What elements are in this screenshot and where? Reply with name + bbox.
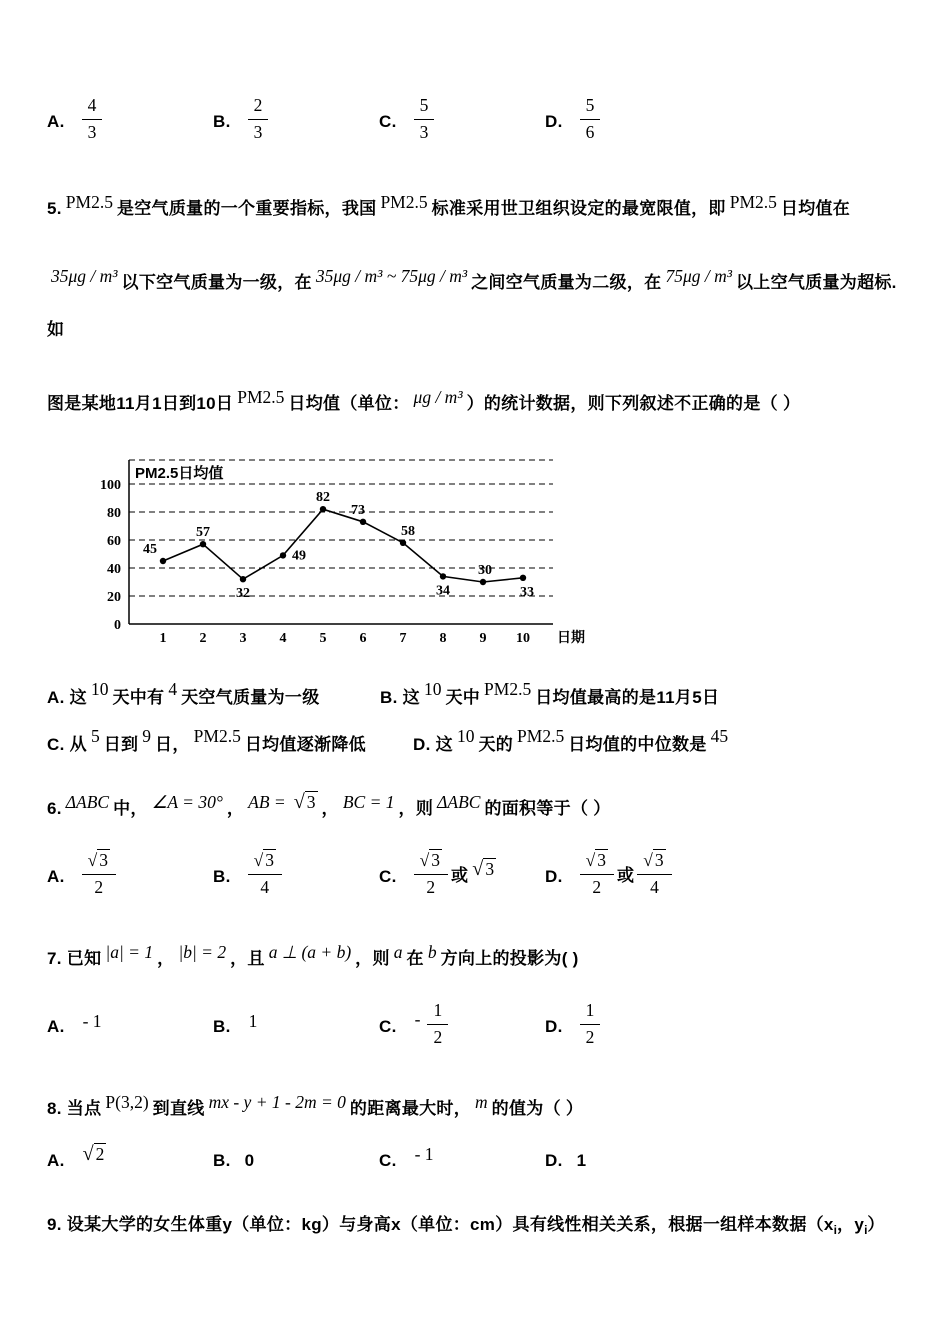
q4-option-c bbox=[379, 97, 545, 147]
q5-options-row-cd bbox=[47, 726, 910, 755]
q6-option-b bbox=[213, 852, 379, 902]
math-run: 10 bbox=[423, 679, 442, 699]
q5-stem bbox=[47, 185, 910, 428]
text-run: ）的统计数据，则下列叙述不正确的是（ ） bbox=[466, 394, 801, 413]
q7-stem bbox=[47, 935, 910, 983]
option-content bbox=[577, 852, 675, 902]
radical-sign: √ bbox=[472, 858, 484, 881]
q7-option-b bbox=[213, 1010, 379, 1038]
text-run: 7. 已知 bbox=[47, 949, 102, 968]
text-run: 或 bbox=[450, 866, 469, 886]
text-run: 在 bbox=[406, 949, 424, 968]
data-point bbox=[360, 519, 366, 525]
data-point bbox=[160, 558, 166, 564]
radicand: 2 bbox=[95, 1144, 105, 1164]
option-content bbox=[577, 1002, 604, 1052]
option-label: C. bbox=[379, 1150, 397, 1170]
fraction-numerator: 5 bbox=[580, 94, 601, 120]
q5-option-d bbox=[413, 726, 732, 755]
q5-stem-line-3 bbox=[47, 380, 910, 428]
text-run: 到直线 bbox=[152, 1099, 205, 1118]
q8-option-b bbox=[213, 1151, 379, 1171]
q6-stem bbox=[47, 785, 910, 833]
math-run: BC = 1 bbox=[342, 792, 395, 812]
radical-sign: √ bbox=[293, 791, 305, 813]
q6-options-row bbox=[47, 849, 910, 905]
pm25-line-chart bbox=[83, 454, 910, 655]
option-label: B. bbox=[213, 1150, 231, 1170]
option-content bbox=[79, 1010, 106, 1038]
text-run: 日， bbox=[155, 735, 190, 754]
fraction bbox=[580, 94, 601, 144]
data-label: 49 bbox=[292, 548, 306, 564]
option-label: D. bbox=[545, 867, 563, 886]
q6-option-c bbox=[379, 852, 545, 902]
text-run: 6. bbox=[47, 799, 62, 818]
q5-options-row-ab bbox=[47, 679, 910, 708]
text-run: 图是某地11月1日到10日 bbox=[47, 394, 234, 413]
x-tick-label: 8 bbox=[439, 631, 447, 646]
fraction-denominator: 4 bbox=[650, 877, 659, 897]
radical-sign: √ bbox=[82, 1143, 94, 1165]
x-tick-label: 9 bbox=[479, 631, 487, 646]
fraction-numerator: 5 bbox=[414, 94, 435, 120]
math-run: |a| = 1 bbox=[105, 942, 154, 962]
option-label: A. bbox=[47, 1150, 65, 1170]
option-label: C. bbox=[379, 1017, 397, 1036]
text-run: 或 bbox=[616, 866, 635, 886]
text-run: 方向上的投影为( ) bbox=[440, 949, 579, 968]
y-tick-label: 40 bbox=[107, 562, 121, 577]
q9-stem bbox=[47, 1202, 910, 1253]
fraction bbox=[82, 94, 103, 144]
subscript: i bbox=[864, 1223, 868, 1238]
math-run: 10 bbox=[456, 726, 475, 746]
text-run: 日均值的中位数是 bbox=[568, 735, 707, 754]
data-label: 33 bbox=[520, 584, 534, 600]
x-tick-label: 10 bbox=[516, 631, 530, 646]
math-run: |b| = 2 bbox=[178, 942, 227, 962]
q5-option-b bbox=[380, 679, 720, 708]
fraction-numerator: 4 bbox=[82, 94, 103, 120]
sqrt bbox=[290, 792, 322, 812]
math-run: AB = bbox=[248, 792, 286, 812]
text-run: 的值为（ ） bbox=[491, 1099, 584, 1118]
math-run: 9 bbox=[142, 726, 152, 746]
text-run: 标准采用世卫组织设定的最宽限值，即 bbox=[431, 199, 726, 218]
option-content bbox=[411, 852, 500, 902]
option-content bbox=[411, 1002, 452, 1052]
radicand: 3 bbox=[485, 859, 495, 880]
fraction bbox=[427, 999, 448, 1049]
fraction bbox=[248, 94, 269, 144]
fraction bbox=[580, 849, 614, 899]
data-label: 58 bbox=[401, 523, 415, 539]
math-run: ΔABC bbox=[437, 792, 481, 812]
text-run: 中， bbox=[113, 799, 148, 818]
fraction-numerator: √ 3 bbox=[248, 849, 282, 875]
q8-options-row bbox=[47, 1143, 910, 1172]
x-tick-label: 5 bbox=[319, 631, 327, 646]
text-run: 日到 bbox=[103, 735, 139, 754]
text-run: B. 这 bbox=[380, 688, 420, 707]
text-run: C. 从 bbox=[47, 735, 87, 754]
text-run: 之间空气质量为二级，在 bbox=[471, 273, 662, 292]
data-point bbox=[240, 576, 246, 582]
text-run: ， bbox=[157, 949, 175, 968]
text-run: D. 这 bbox=[413, 735, 453, 754]
data-point bbox=[480, 579, 486, 585]
x-tick-label: 3 bbox=[239, 631, 247, 646]
data-label: 30 bbox=[478, 563, 492, 578]
text-run: ） bbox=[867, 1215, 885, 1234]
q4-option-a bbox=[47, 97, 213, 147]
data-label: 57 bbox=[196, 525, 210, 541]
text-run: 天中 bbox=[445, 688, 481, 707]
fraction bbox=[637, 849, 671, 899]
fraction bbox=[82, 849, 116, 899]
option-label: A. bbox=[47, 112, 65, 131]
text-run: ，y bbox=[837, 1215, 865, 1234]
chart-title: PM2.5日均值 bbox=[135, 465, 224, 482]
text-run: 0 bbox=[244, 1150, 255, 1170]
subscript: i bbox=[833, 1223, 838, 1238]
data-point bbox=[320, 506, 326, 512]
text-run: 5. bbox=[47, 199, 62, 218]
option-label: B. bbox=[213, 112, 231, 131]
option-content bbox=[245, 1010, 262, 1038]
q8-option-d bbox=[545, 1151, 586, 1171]
q5-option-c bbox=[47, 726, 413, 755]
math-run: 45 bbox=[710, 726, 729, 746]
math-run: PM2.5 bbox=[380, 192, 428, 212]
fraction-denominator: 2 bbox=[94, 877, 104, 897]
radicand: 3 bbox=[306, 792, 316, 812]
text-run: 的面积等于（ ） bbox=[484, 799, 611, 818]
data-point bbox=[200, 541, 206, 547]
data-point bbox=[280, 552, 286, 558]
math-run: - bbox=[414, 1009, 421, 1030]
option-label: D. bbox=[545, 1150, 563, 1170]
data-label: 32 bbox=[236, 586, 250, 602]
data-point bbox=[440, 573, 446, 579]
q7-options-row bbox=[47, 999, 910, 1055]
q7-option-c bbox=[379, 1002, 545, 1052]
option-content bbox=[577, 1151, 587, 1171]
option-label: A. bbox=[47, 1017, 65, 1036]
math-run: ΔABC bbox=[65, 792, 110, 812]
math-run: 10 bbox=[90, 679, 109, 699]
math-run: 75μg / m³ bbox=[665, 266, 732, 286]
text-run: 的距离最大时， bbox=[349, 1099, 472, 1118]
option-label: C. bbox=[379, 867, 397, 886]
math-run: mx - y + 1 - 2m = 0 bbox=[208, 1092, 346, 1112]
x-tick-label: 6 bbox=[359, 631, 367, 646]
fraction bbox=[248, 849, 282, 899]
fraction-denominator: 2 bbox=[433, 1027, 443, 1047]
math-run: P(3,2) bbox=[105, 1092, 149, 1112]
fraction-denominator: 2 bbox=[592, 877, 602, 897]
math-run: PM2.5 bbox=[237, 387, 285, 407]
text-run: ，则 bbox=[398, 799, 434, 818]
math-run: 5 bbox=[90, 726, 100, 746]
text-run: ，且 bbox=[230, 949, 265, 968]
data-point bbox=[520, 575, 526, 581]
math-run: PM2.5 bbox=[517, 726, 565, 746]
y-tick-label: 80 bbox=[107, 506, 121, 521]
option-content bbox=[245, 1151, 255, 1171]
math-run: PM2.5 bbox=[193, 726, 241, 746]
fraction-denominator: 3 bbox=[419, 122, 429, 142]
fraction-numerator: 2 bbox=[248, 94, 269, 120]
text-run: 日均值最高的是11月5日 bbox=[535, 688, 720, 707]
data-point bbox=[400, 540, 406, 546]
text-run: 9. 设某大学的女生体重y（单位：kg）与身高x（单位：cm）具有线性相关关系，根据一组样本数据（x bbox=[47, 1215, 834, 1234]
q4-options-row bbox=[47, 95, 910, 149]
q5-stem-line-2 bbox=[47, 259, 910, 354]
q6-option-d bbox=[545, 852, 675, 902]
fraction-denominator: 4 bbox=[260, 877, 270, 897]
fraction-denominator: 2 bbox=[426, 877, 436, 897]
math-run: 4 bbox=[168, 679, 178, 699]
fraction-denominator: 3 bbox=[87, 122, 97, 142]
math-run: 35μg / m³ bbox=[51, 266, 118, 286]
y-tick-label: 0 bbox=[114, 618, 121, 633]
fraction-denominator: 2 bbox=[585, 1027, 595, 1047]
fraction-numerator: √ 3 bbox=[580, 849, 614, 875]
q8-option-c bbox=[379, 1144, 545, 1171]
fraction-numerator: 1 bbox=[580, 999, 601, 1025]
math-run: 35μg / m³ ~ 75μg / m³ bbox=[315, 266, 468, 286]
q5-stem-line-1 bbox=[47, 185, 910, 233]
option-label: D. bbox=[545, 112, 563, 131]
data-label: 82 bbox=[316, 490, 330, 506]
text-run: 是空气质量的一个重要指标，我国 bbox=[116, 199, 377, 218]
text-run: ， bbox=[226, 799, 245, 818]
option-content bbox=[245, 852, 285, 902]
math-run: a bbox=[393, 942, 403, 962]
chart-canvas bbox=[83, 454, 603, 650]
text-run: 日均值逐渐降低 bbox=[244, 735, 366, 754]
math-run: PM2.5 bbox=[65, 192, 113, 212]
option-content bbox=[79, 1143, 111, 1172]
option-label: B. bbox=[213, 867, 231, 886]
math-run: - 1 bbox=[82, 1010, 102, 1031]
x-tick-label: 1 bbox=[159, 631, 167, 646]
text-run: 以下空气质量为一级，在 bbox=[121, 273, 312, 292]
q7-option-d bbox=[545, 1002, 603, 1052]
math-run: PM2.5 bbox=[484, 679, 532, 699]
y-tick-label: 60 bbox=[107, 534, 121, 549]
fraction-denominator: 6 bbox=[585, 122, 595, 142]
math-run: ∠A = 30° bbox=[151, 792, 223, 812]
text-run: 日均值在 bbox=[780, 199, 851, 218]
y-tick-label: 20 bbox=[107, 590, 121, 605]
x-tick-label: 2 bbox=[199, 631, 207, 646]
math-run: m bbox=[475, 1092, 488, 1112]
data-label: 73 bbox=[351, 502, 365, 518]
fraction bbox=[580, 999, 601, 1049]
y-tick-label: 100 bbox=[100, 478, 121, 493]
q7-option-a bbox=[47, 1010, 213, 1038]
math-run: - 1 bbox=[414, 1144, 434, 1164]
text-run: 以上空气质量为超标.如 bbox=[47, 273, 897, 339]
x-axis-label: 日期 bbox=[557, 631, 585, 646]
fraction-numerator: √ 3 bbox=[82, 849, 116, 875]
text-run: 天的 bbox=[478, 735, 514, 754]
math-run: PM2.5 bbox=[729, 192, 777, 212]
data-label: 34 bbox=[436, 583, 450, 599]
option-label: A. bbox=[47, 867, 65, 886]
math-run: a ⊥ (a + b) bbox=[268, 942, 352, 962]
data-label: 45 bbox=[143, 542, 157, 557]
option-content bbox=[411, 1144, 438, 1171]
option-label: B. bbox=[213, 1017, 231, 1036]
option-label: D. bbox=[545, 1017, 563, 1036]
text-run: A. 这 bbox=[47, 688, 87, 707]
math-run: μg / m³ bbox=[413, 387, 463, 407]
option-label: C. bbox=[379, 112, 397, 131]
sqrt bbox=[79, 1144, 111, 1164]
text-run: ，则 bbox=[355, 949, 390, 968]
fraction bbox=[414, 94, 435, 144]
text-run: 1 bbox=[576, 1150, 587, 1170]
fraction bbox=[414, 849, 448, 899]
fraction-numerator: √ 3 bbox=[414, 849, 448, 875]
q4-option-d bbox=[545, 97, 603, 147]
q4-option-b bbox=[213, 97, 379, 147]
q8-option-a bbox=[47, 1143, 213, 1172]
fraction-denominator: 3 bbox=[253, 122, 263, 142]
math-run: b bbox=[427, 942, 437, 962]
text-run: 日均值（单位： bbox=[288, 394, 410, 413]
q5-option-a bbox=[47, 679, 380, 708]
math-run: 1 bbox=[248, 1010, 258, 1031]
fraction-numerator: 1 bbox=[427, 999, 448, 1025]
x-tick-label: 4 bbox=[279, 631, 287, 646]
text-run: 8. 当点 bbox=[47, 1099, 102, 1118]
q8-stem bbox=[47, 1085, 910, 1133]
text-run: 天中有 bbox=[112, 688, 165, 707]
text-run: ， bbox=[321, 799, 339, 818]
option-content bbox=[79, 852, 119, 902]
q6-option-a bbox=[47, 852, 213, 902]
x-tick-label: 7 bbox=[399, 631, 407, 646]
fraction-numerator: √ 3 bbox=[637, 849, 671, 875]
text-run: 天空气质量为一级 bbox=[181, 688, 320, 707]
sqrt bbox=[468, 859, 500, 879]
data-line bbox=[163, 509, 523, 582]
